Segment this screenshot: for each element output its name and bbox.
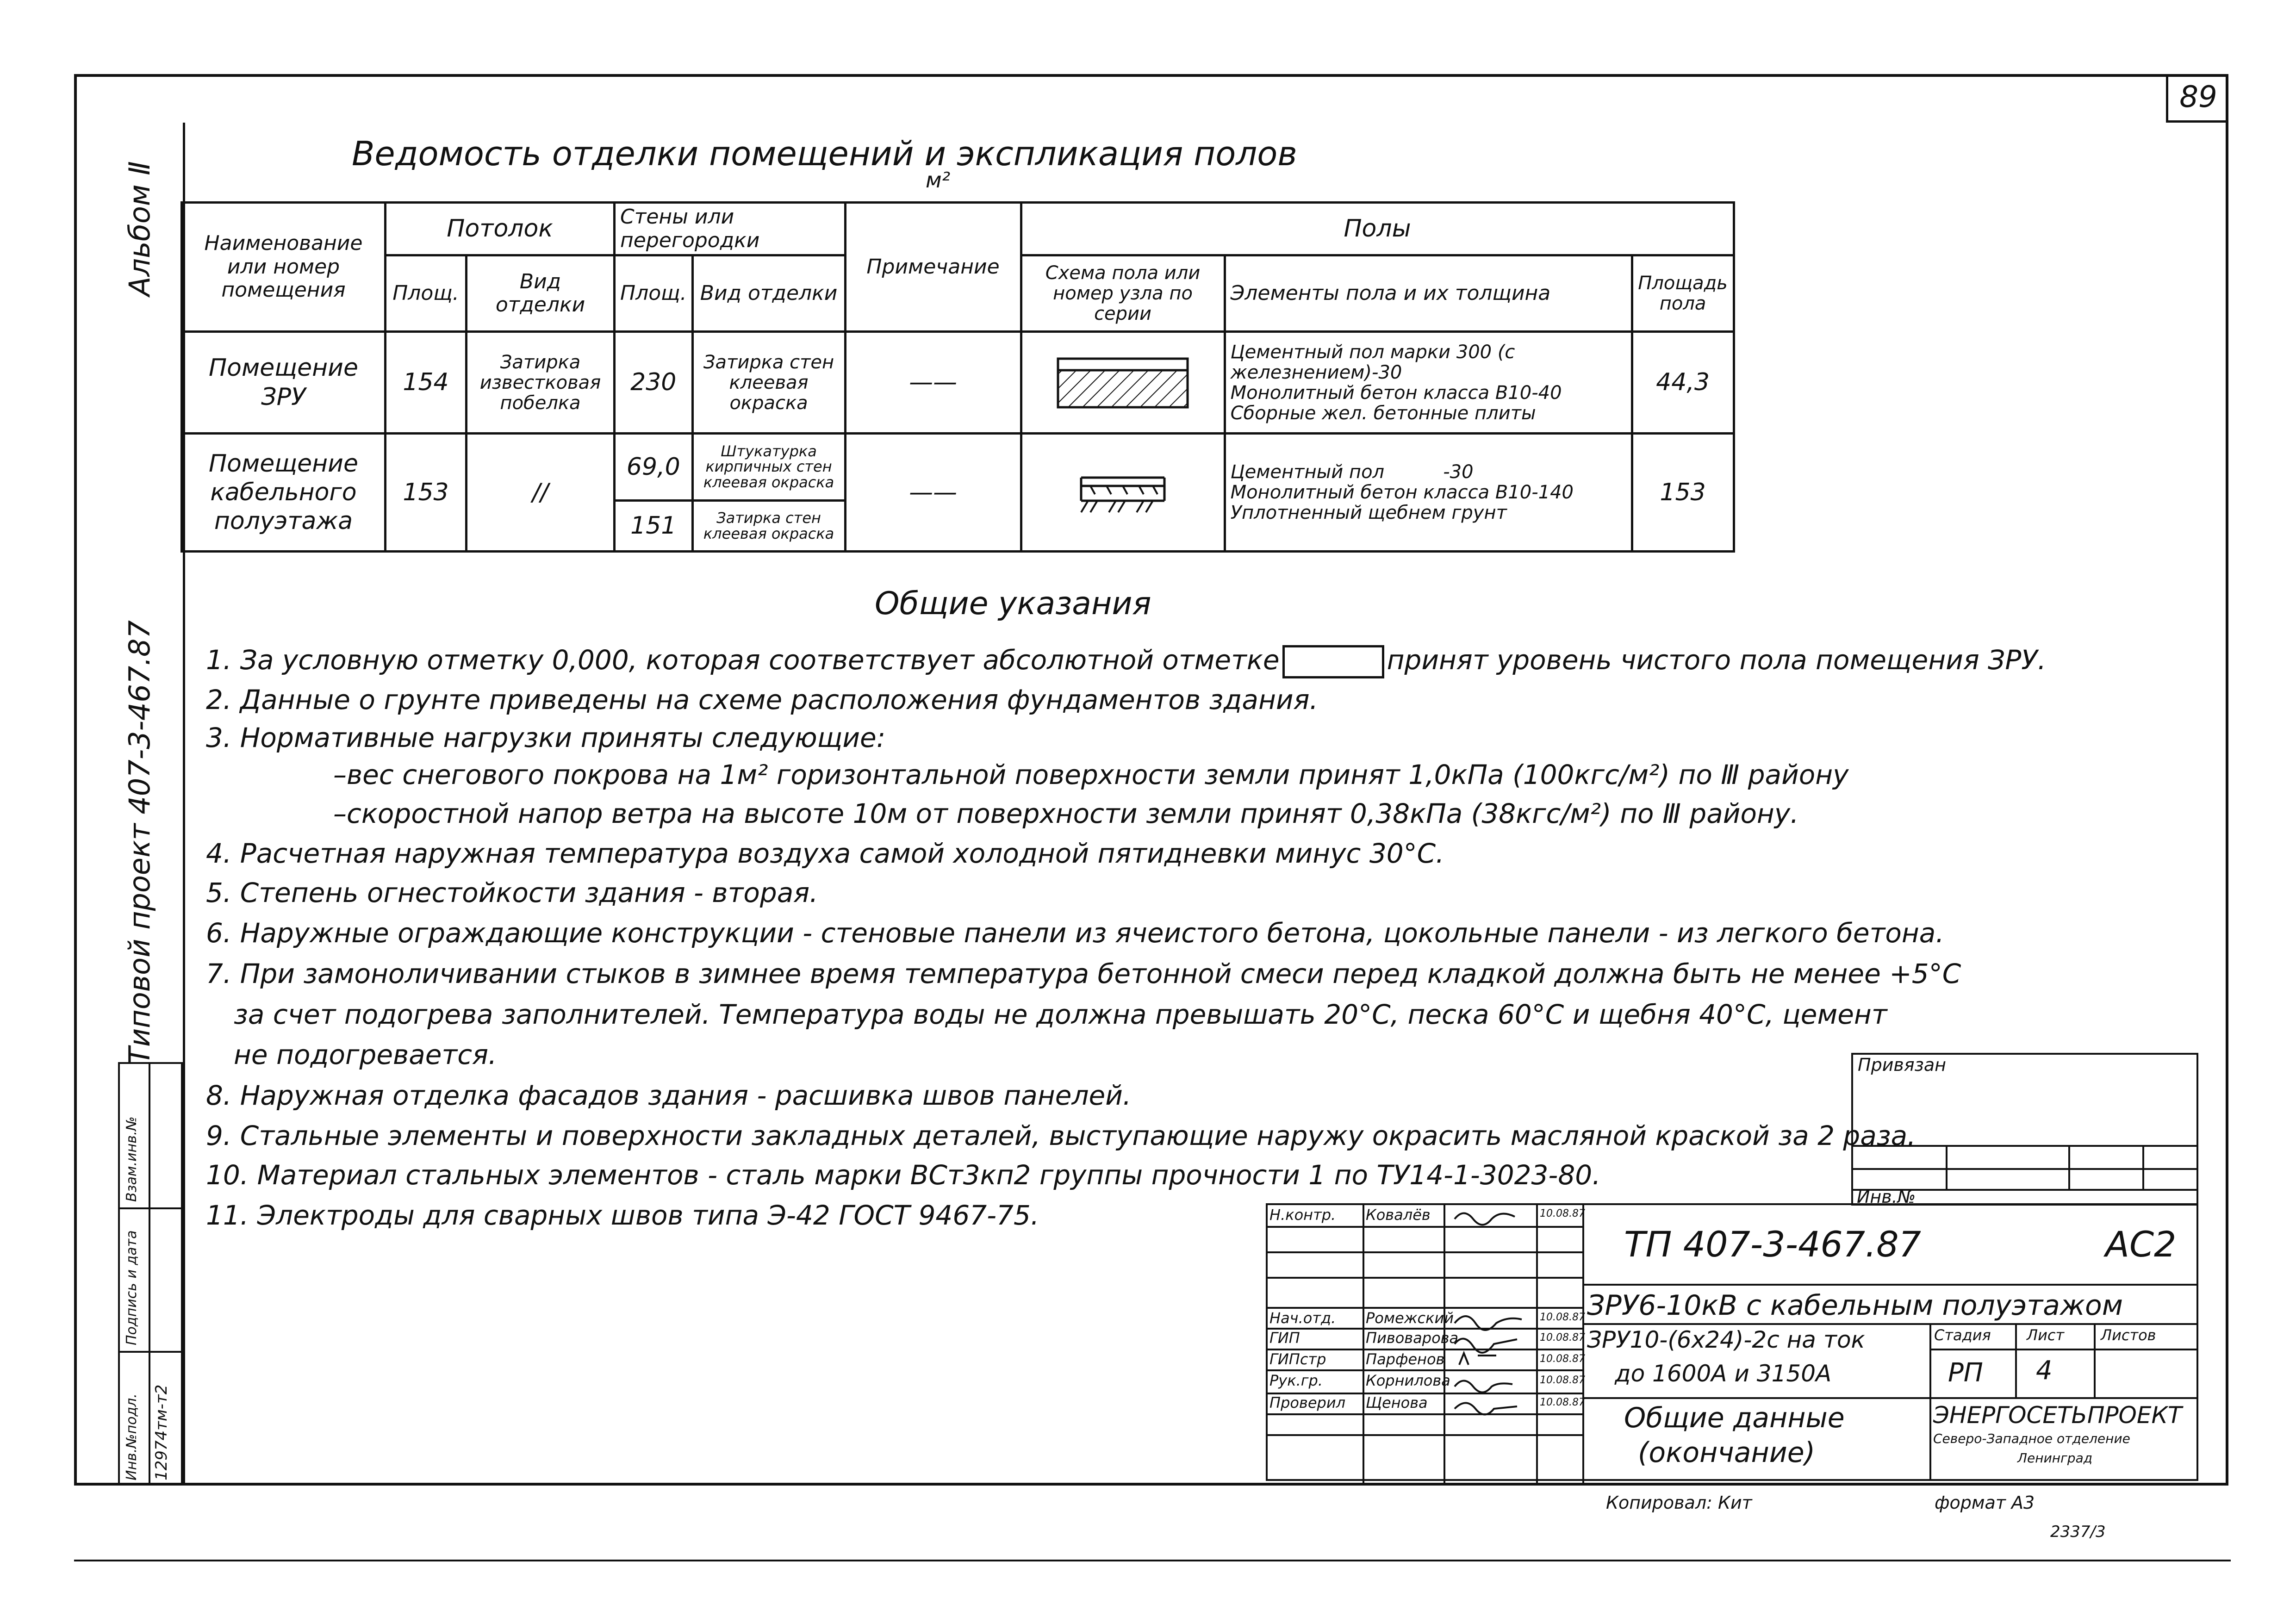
- walls-finish: Штукатурка кирпичных стен клеевая окраска: [692, 434, 845, 501]
- note-7-cont: за счет подогрева заполнителей. Температура воды не должна превышать 20°С, песка 60°С и щебня 40°С, цемент: [234, 999, 1887, 1030]
- sig-date: 10.08.87: [1540, 1312, 1585, 1323]
- note-7: 7. При замоноличивании стыков в зимнее время температура бетонной смеси перед кладкой должна быть не менее +5°С: [206, 958, 1961, 989]
- note-cell: ——: [845, 332, 1021, 434]
- finishing-table: [180, 201, 1735, 553]
- org-city: Ленинград: [2017, 1450, 2093, 1466]
- floor-section-diagram: [1053, 459, 1192, 524]
- inv-label: Инв.№: [1857, 1187, 1916, 1207]
- note-11: 11. Электроды для сварных швов типа Э-42 ГОСТ 9467-75.: [206, 1200, 1039, 1231]
- sig-name: Ромежский: [1366, 1309, 1454, 1327]
- bottom-trim-line: [74, 1560, 2231, 1561]
- project-label: Типовой проект 407-3-467.87: [123, 620, 156, 1064]
- header-ceiling-area: Площ.: [386, 255, 467, 332]
- header-floor-area: Площадь пола: [1632, 255, 1734, 332]
- note-1-text-after: принят уровень чистого пола помещения ЗРУ.: [1387, 644, 2047, 676]
- note-3-snow: –вес снегового покрова на 1м² горизонтальной поверхности земли принят 1,0кПа (100кгс/м²) по Ⅲ району: [333, 759, 1849, 790]
- org-name: ЭНЕРГОСЕТЬПРОЕКТ: [1933, 1402, 2182, 1429]
- floor-scheme-cell: [1021, 332, 1225, 434]
- header-walls-area: Площ.: [615, 255, 693, 332]
- floor-element: Сборные жел. бетонные плиты: [1230, 402, 1536, 424]
- sig-role: ГИП: [1269, 1329, 1300, 1347]
- left-stamp: [118, 1062, 183, 1486]
- sig-date: 10.08.87: [1540, 1208, 1585, 1219]
- sig-date: 10.08.87: [1540, 1397, 1585, 1408]
- subtitle-line2: до 1600А и 3150А: [1615, 1360, 1832, 1387]
- sig-name: Парфенов: [1366, 1350, 1445, 1368]
- stamp-header-inv: Инв.№подл.: [124, 1393, 140, 1480]
- note-cell: ——: [845, 434, 1021, 552]
- sig-name: Ковалёв: [1366, 1206, 1431, 1224]
- stamp-header-replace: Взам.инв.№: [124, 1116, 140, 1202]
- floor-element: Цементный пол -30: [1230, 461, 1474, 483]
- table-row: [182, 434, 1734, 501]
- sheet-title-line1: Общие данные: [1624, 1402, 1845, 1434]
- note-1-text-before: 1. За условную отметку 0,000, которая соответствует абсолютной отметке: [206, 644, 1280, 676]
- floor-scheme-cell: [1021, 434, 1225, 552]
- signature-marks: [1445, 1205, 1535, 1434]
- sig-name: Пивоварова: [1366, 1329, 1459, 1347]
- note-5: 5. Степень огнестойкости здания - вторая.: [206, 877, 818, 908]
- sheets-label: Листов: [2101, 1326, 2156, 1344]
- sig-role: ГИПстр: [1269, 1350, 1326, 1368]
- format-label: формат А3: [1935, 1492, 2035, 1513]
- org-branch: Северо-Западное отделение: [1933, 1431, 2130, 1446]
- note-3: 3. Нормативные нагрузки приняты следующие:: [206, 722, 886, 753]
- walls-finish: Затирка стен клеевая окраска: [692, 501, 845, 552]
- header-floor-scheme: Схема пола или номер узла по серии: [1021, 255, 1225, 332]
- walls-area: 69,0: [615, 434, 693, 501]
- copied-by: Копировал: Кит: [1606, 1492, 1752, 1513]
- table-unit: м²: [926, 168, 951, 193]
- subtitle-line1: ЗРУ10-(6х24)-2с на ток: [1587, 1326, 1865, 1353]
- header-note: Примечание: [845, 203, 1021, 332]
- walls-finish: Затирка стен клеевая окраска: [692, 332, 845, 434]
- walls-area: 151: [615, 501, 693, 552]
- note-3-wind: –скоростной напор ветра на высоте 10м от поверхности земли принят 0,38кПа (38кгс/м²) по Ⅲ району.: [333, 798, 1799, 829]
- object-title: ЗРУ6-10кВ с кабельным полуэтажом: [1587, 1289, 2123, 1322]
- header-room: Наименование или номер помещения: [182, 203, 386, 332]
- stage-label: Стадия: [1934, 1326, 1991, 1344]
- binding-label: Привязан: [1858, 1055, 1946, 1075]
- title-block: [1266, 1203, 2198, 1481]
- sig-role: Нач.отд.: [1269, 1309, 1336, 1327]
- floor-elements: [1225, 434, 1632, 552]
- ceiling-finish: //: [467, 434, 615, 552]
- floor-element: Монолитный бетон класса В10-40: [1230, 382, 1562, 404]
- note-6: 6. Наружные ограждающие конструкции - стеновые панели из ячеистого бетона, цокольные панели - из легкого бетона.: [206, 917, 1944, 949]
- ceiling-area: 153: [386, 434, 467, 552]
- stamp-inv-number: 12974тм-т2: [152, 1384, 171, 1480]
- header-walls: Стены или перегородки: [615, 203, 846, 255]
- table-row: [182, 332, 1734, 434]
- floor-area: 44,3: [1632, 332, 1734, 434]
- note-1: [206, 644, 2046, 678]
- sig-role: Проверил: [1269, 1394, 1346, 1412]
- page-number: 89: [2166, 74, 2228, 123]
- stamp-header-signature: Подпись и дата: [124, 1230, 140, 1345]
- sheet-value: 4: [2036, 1356, 2053, 1386]
- walls-area: 230: [615, 332, 693, 434]
- header-floors: Полы: [1021, 203, 1734, 255]
- notes-title: Общие указания: [875, 585, 1151, 622]
- room-name: Помещение ЗРУ: [182, 332, 386, 434]
- note-7-end: не подогревается.: [234, 1039, 497, 1070]
- sig-role: Н.контр.: [1269, 1206, 1336, 1224]
- album-label: Альбом Ⅱ: [123, 161, 156, 296]
- header-walls-finish: Вид отделки: [692, 255, 845, 332]
- sig-name: Щенова: [1366, 1394, 1428, 1412]
- floor-element: Монолитный бетон класса В10-140: [1230, 482, 1574, 504]
- sig-role: Рук.гр.: [1269, 1372, 1323, 1389]
- header-ceiling-finish: Вид отделки: [467, 255, 615, 332]
- sig-date: 10.08.87: [1540, 1332, 1585, 1343]
- archive-number: 2337/3: [2050, 1523, 2106, 1541]
- ceiling-finish: Затирка известковая побелка: [467, 332, 615, 434]
- header-floor-elements: Элементы пола и их толщина: [1225, 255, 1632, 332]
- sheet-title-line2: (окончание): [1638, 1436, 1816, 1469]
- header-ceiling: Потолок: [386, 203, 615, 255]
- note-10: 10. Материал стальных элементов - сталь марки ВСт3кп2 группы прочности 1 по ТУ14-1-3023-80.: [206, 1159, 1601, 1191]
- note-9: 9. Стальные элементы и поверхности закладных деталей, выступающие наружу окрасить масляной краской за 2 раза.: [206, 1120, 1916, 1151]
- floor-elements: [1225, 332, 1632, 434]
- ceiling-area: 154: [386, 332, 467, 434]
- sig-date: 10.08.87: [1540, 1374, 1585, 1386]
- floor-element: Цементный пол марки 300 (с железнением)-30: [1230, 341, 1515, 383]
- drawing-code: ТП 407-3-467.87: [1624, 1224, 1921, 1265]
- note-2: 2. Данные о грунте приведены на схеме расположения фундаментов здания.: [206, 684, 1318, 715]
- table-title: Ведомость отделки помещений и экспликация полов: [352, 134, 1297, 173]
- room-name: Помещение кабельного полуэтажа: [182, 434, 386, 552]
- note-8: 8. Наружная отделка фасадов здания - расшивка швов панелей.: [206, 1080, 1132, 1111]
- sheet-label: Лист: [2027, 1326, 2065, 1344]
- absolute-mark-box: [1282, 645, 1384, 678]
- stage-value: РП: [1948, 1358, 1983, 1388]
- sig-name: Корнилова: [1366, 1372, 1450, 1389]
- floor-area: 153: [1632, 434, 1734, 552]
- note-4: 4. Расчетная наружная температура воздуха самой холодной пятидневки минус 30°С.: [206, 838, 1444, 869]
- sig-date: 10.08.87: [1540, 1353, 1585, 1365]
- sheet-code: АС2: [2105, 1224, 2177, 1265]
- floor-element: Уплотненный щебнем грунт: [1230, 502, 1507, 524]
- floor-section-diagram: [1053, 349, 1192, 414]
- binding-box: [1851, 1053, 2198, 1206]
